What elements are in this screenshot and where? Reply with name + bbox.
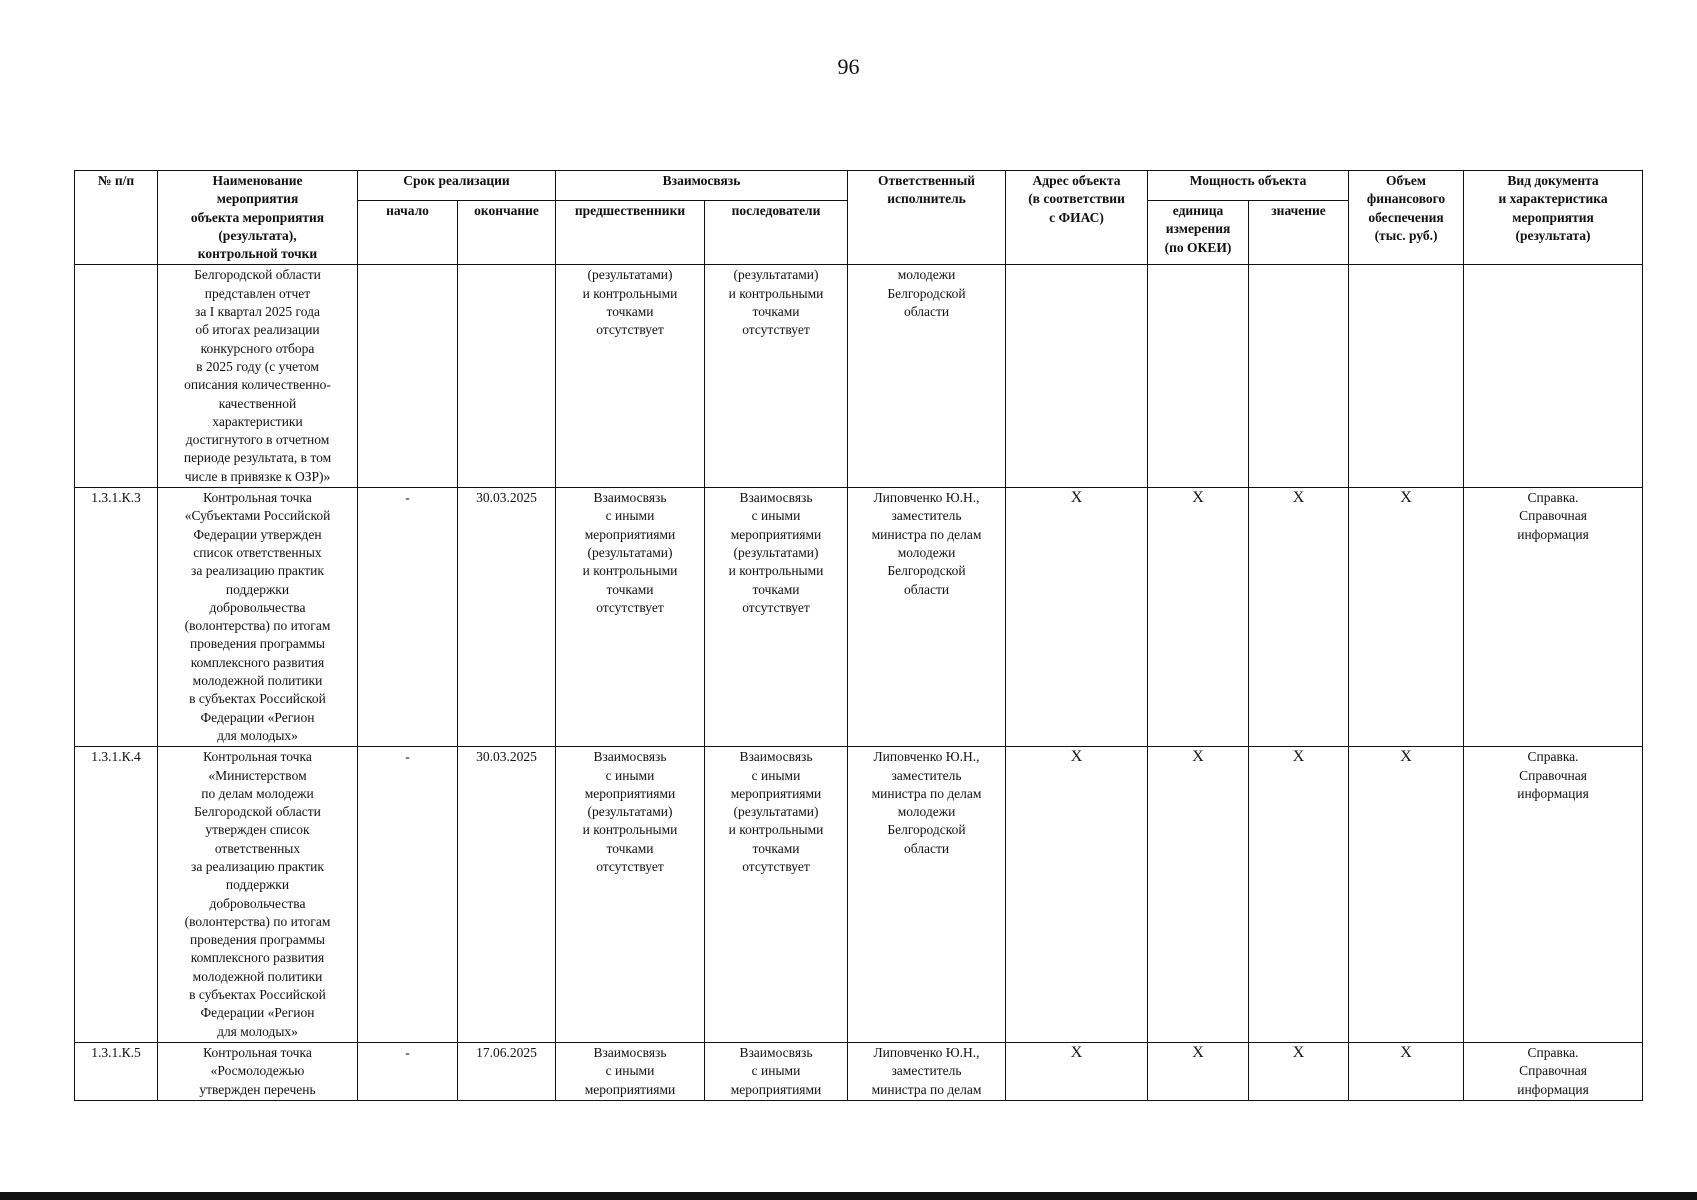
row-num: 1.3.1.К.4 [75,747,158,1043]
row-address [1006,265,1148,488]
table-row [75,1042,1643,1100]
row-predecessors: (результатами) и контрольными точками отсутствует [556,265,705,488]
row-responsible: Липовченко Ю.Н., заместитель министра по делам молодежи Белгородской области [848,488,1006,747]
header-responsible: Ответственный исполнитель [848,171,1006,265]
row-num: 1.3.1.К.5 [75,1042,158,1100]
header-value: значение [1249,201,1349,265]
row-document: Справка. Справочная информация [1464,747,1643,1043]
row-responsible: молодежи Белгородской области [848,265,1006,488]
row-unit: X [1148,488,1249,747]
row-finance: X [1349,488,1464,747]
row-end: 17.06.2025 [458,1042,556,1100]
row-finance: X [1349,747,1464,1043]
header-capacity: Мощность объекта [1148,171,1349,201]
row-responsible: Липовченко Ю.Н., заместитель министра по делам [848,1042,1006,1100]
row-successors: Взаимосвязь с иными мероприятиями (результатами) и контрольными точками отсутствует [705,488,848,747]
row-address: X [1006,488,1148,747]
table-row [75,265,1643,488]
header-successors: последователи [705,201,848,265]
row-name: Контрольная точка «Министерством по делам молодежи Белгородской области утвержден список ответственных за реализацию практик поддержки добровольчества (волонтерства) по итогам проведения программы комплексного развития молодежной политики в субъектах Российской Федерации «Регион для молодых» [158,747,358,1043]
header-start: начало [358,201,458,265]
row-predecessors: Взаимосвязь с иными мероприятиями [556,1042,705,1100]
row-start: - [358,488,458,747]
plan-table [74,170,1643,1101]
page-number: 96 [837,54,860,79]
row-unit [1148,265,1249,488]
header-period: Срок реализации [358,171,556,201]
row-address: X [1006,1042,1148,1100]
header-relation: Взаимосвязь [556,171,848,201]
header-document: Вид документа и характеристика мероприятия (результата) [1464,171,1643,265]
row-unit: X [1148,747,1249,1043]
row-finance [1349,265,1464,488]
row-unit: X [1148,1042,1249,1100]
row-name: Белгородской области представлен отчет за I квартал 2025 года об итогах реализации конкурсного отбора в 2025 году (с учетом описания количественно- качественной характеристики достигнутого в отчетном периоде результата, в том числе в привязке к ОЗР)» [158,265,358,488]
row-value: X [1249,488,1349,747]
row-value [1249,265,1349,488]
row-successors: Взаимосвязь с иными мероприятиями [705,1042,848,1100]
row-document [1464,265,1643,488]
header-end: окончание [458,201,556,265]
header-name: Наименование мероприятия объекта мероприятия (результата), контрольной точки [158,171,358,265]
header-unit: единица измерения (по ОКЕИ) [1148,201,1249,265]
row-successors: Взаимосвязь с иными мероприятиями (результатами) и контрольными точками отсутствует [705,747,848,1043]
row-end: 30.03.2025 [458,747,556,1043]
row-finance: X [1349,1042,1464,1100]
row-document: Справка. Справочная информация [1464,1042,1643,1100]
header-predecessors: предшественники [556,201,705,265]
table-row [75,747,1643,1043]
row-predecessors: Взаимосвязь с иными мероприятиями (результатами) и контрольными точками отсутствует [556,488,705,747]
row-value: X [1249,747,1349,1043]
row-name: Контрольная точка «Субъектами Российской Федерации утвержден список ответственных за реализацию практик поддержки добровольчества (волонтерства) по итогам проведения программы комплексного развития молодежной политики в субъектах Российской Федерации «Регион для молодых» [158,488,358,747]
row-end: 30.03.2025 [458,488,556,747]
row-predecessors: Взаимосвязь с иными мероприятиями (результатами) и контрольными точками отсутствует [556,747,705,1043]
row-start: - [358,1042,458,1100]
row-start: - [358,747,458,1043]
row-value: X [1249,1042,1349,1100]
header-address: Адрес объекта (в соответствии с ФИАС) [1006,171,1148,265]
header-finance: Объем финансового обеспечения (тыс. руб.) [1349,171,1464,265]
row-successors: (результатами) и контрольными точками отсутствует [705,265,848,488]
header-num: № п/п [75,171,158,265]
row-name: Контрольная точка «Росмолодежью утвержден перечень [158,1042,358,1100]
row-num [75,265,158,488]
row-document: Справка. Справочная информация [1464,488,1643,747]
scan-edge-bar [0,1192,1697,1200]
row-address: X [1006,747,1148,1043]
row-num: 1.3.1.К.3 [75,488,158,747]
row-start [358,265,458,488]
row-responsible: Липовченко Ю.Н., заместитель министра по делам молодежи Белгородской области [848,747,1006,1043]
row-end [458,265,556,488]
table-row [75,488,1643,747]
